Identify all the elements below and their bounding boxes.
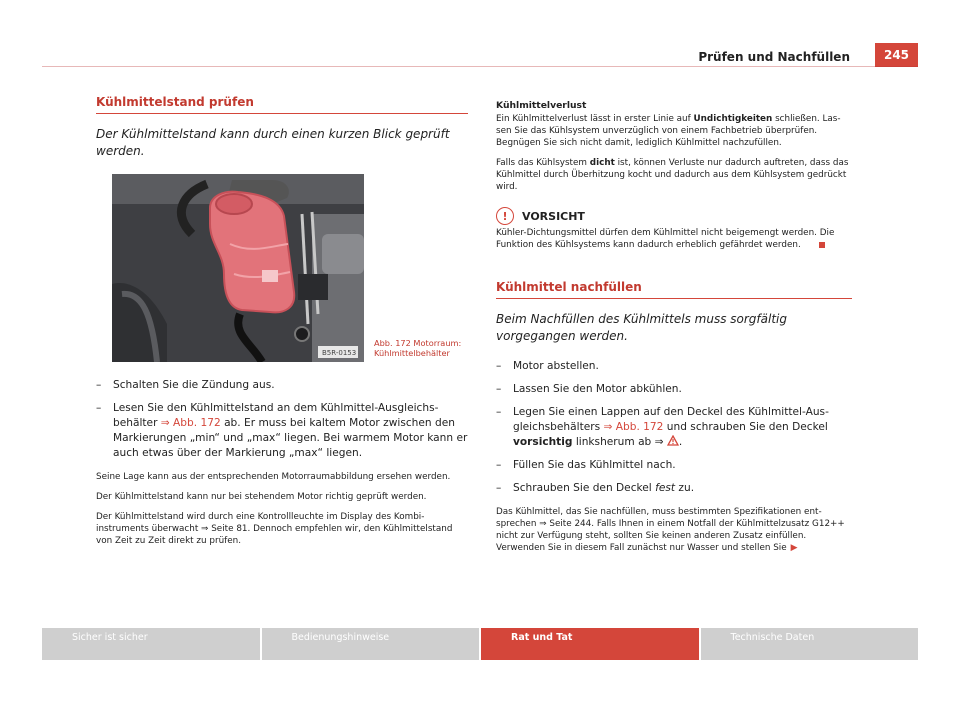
subheading-coolant-loss: Kühlmittelverlust xyxy=(496,100,587,111)
footer-tab-advice[interactable]: Rat und Tat xyxy=(481,628,699,660)
note-paragraph: Ein Kühlmittelverlust lässt in erster Linie auf Undichtigkeiten schließen. Lassen Sie das Kühlsystem unverzüglich von einem Fachbetrieb überprüfen. Begnügen Sie sich nicht damit, lediglich Kühlmittel nachzufüllen. xyxy=(496,114,841,148)
list-item: – Motor abstellen. xyxy=(496,359,852,374)
caution-text: Kühler-Dichtungsmittel dürfen dem Kühlmittel nicht beigemengt werden. Die Funktion des Kühlsystems kann dadurch erheblich gefährdet werden. xyxy=(496,228,835,250)
figure-link[interactable]: ⇒ Abb. 172 xyxy=(603,421,664,433)
section-title-refill: Kühlmittel nachfüllen xyxy=(496,281,852,299)
footer-tab-technical-data[interactable]: Technische Daten xyxy=(701,628,919,660)
list-item: – Lassen Sie den Motor abkühlen. xyxy=(496,382,852,397)
footer-tab-operation[interactable]: Bedienungshinweise xyxy=(262,628,480,660)
figure-caption-line1: Abb. 172 Motorraum: xyxy=(374,338,462,348)
list-item: – Schrauben Sie den Deckel fest zu. xyxy=(496,481,852,496)
warning-triangle-icon[interactable] xyxy=(667,435,679,446)
header-rule xyxy=(42,66,918,67)
left-column xyxy=(96,96,468,555)
note-paragraph: Seine Lage kann aus der entsprechenden Motorraumabbildung ersehen werden. xyxy=(96,472,451,482)
end-of-section-icon xyxy=(819,242,825,248)
coolant-reservoir-illustration xyxy=(112,174,364,362)
figure-label: B5R-0153 xyxy=(322,349,357,357)
footer-tab-safety[interactable]: Sicher ist sicher xyxy=(42,628,260,660)
page-number: 245 xyxy=(875,43,918,67)
list-item: – Legen Sie einen Lappen auf den Deckel des Kühlmittel-Ausgleichsbehälters ⇒ Abb. 172 und schrauben Sie den Deckel vorsichtig linksherum ab ⇒ . xyxy=(496,405,852,450)
exclamation-circle-icon: ! xyxy=(496,207,514,225)
check-steps xyxy=(96,378,468,461)
list-item: – Lesen Sie den Kühlmittelstand an dem Kühlmittel-Ausgleichsbehälter ⇒ Abb. 172 ab. Er muss bei kaltem Motor zwischen den Markierungen „min“ und „max“ liegen. Bei warmem Motor kann er auch etwas über der Markierung „max“ liegen. xyxy=(96,401,468,461)
refill-steps xyxy=(496,359,852,496)
note-paragraph: Der Kühlmittelstand wird durch eine Kontrollleuchte im Display des Kombiinstruments überwacht ⇒ Seite 81. Dennoch empfehlen wir, den Kühlmittelstand von Zeit zu Zeit direkt zu prüfen. xyxy=(96,512,453,546)
right-column xyxy=(496,99,852,562)
note-paragraph: Der Kühlmittelstand kann nur bei stehendem Motor richtig geprüft werden. xyxy=(96,492,427,502)
figure-link[interactable]: ⇒ Abb. 172 xyxy=(160,417,221,429)
note-paragraph: Falls das Kühlsystem dicht ist, können Verluste nur dadurch auftreten, dass das Kühlmittel durch Überhitzung kocht und dadurch aus dem Kühlsystem gedrückt wird. xyxy=(496,158,849,192)
figure-172 xyxy=(112,174,468,362)
triangle-right-icon[interactable]: ▶ xyxy=(790,543,798,553)
footer-tabs xyxy=(42,628,918,660)
figure-caption xyxy=(374,338,461,358)
caution-title: VORSICHT xyxy=(522,209,585,223)
caution-heading xyxy=(496,207,852,225)
running-header-title: Prüfen und Nachfüllen xyxy=(698,50,850,64)
list-item: – Schalten Sie die Zündung aus. xyxy=(96,378,468,393)
lead-text-refill: Beim Nachfüllen des Kühlmittels muss sorgfältig vorgegangen werden. xyxy=(496,312,787,343)
figure-caption-line2: Kühlmittelbehälter xyxy=(374,348,450,358)
list-item: – Füllen Sie das Kühlmittel nach. xyxy=(496,458,852,473)
section-title-check: Kühlmittelstand prüfen xyxy=(96,96,468,114)
engine-bay-photo xyxy=(112,174,364,362)
lead-text-check: Der Kühlmittelstand kann durch einen kurzen Blick geprüft werden. xyxy=(96,127,450,158)
note-paragraph: Das Kühlmittel, das Sie nachfüllen, muss bestimmten Spezifikationen entsprechen ⇒ Seite 244. Falls Ihnen in einem Notfall der Kühlmittelzusatz G12++ nicht zur Verfügung steht, sollten Sie keinen anderen Zusatz einfüllen. Verwenden Sie in diesem Fall zunächst nur Wasser und stellen Sie ▶ xyxy=(496,507,845,553)
